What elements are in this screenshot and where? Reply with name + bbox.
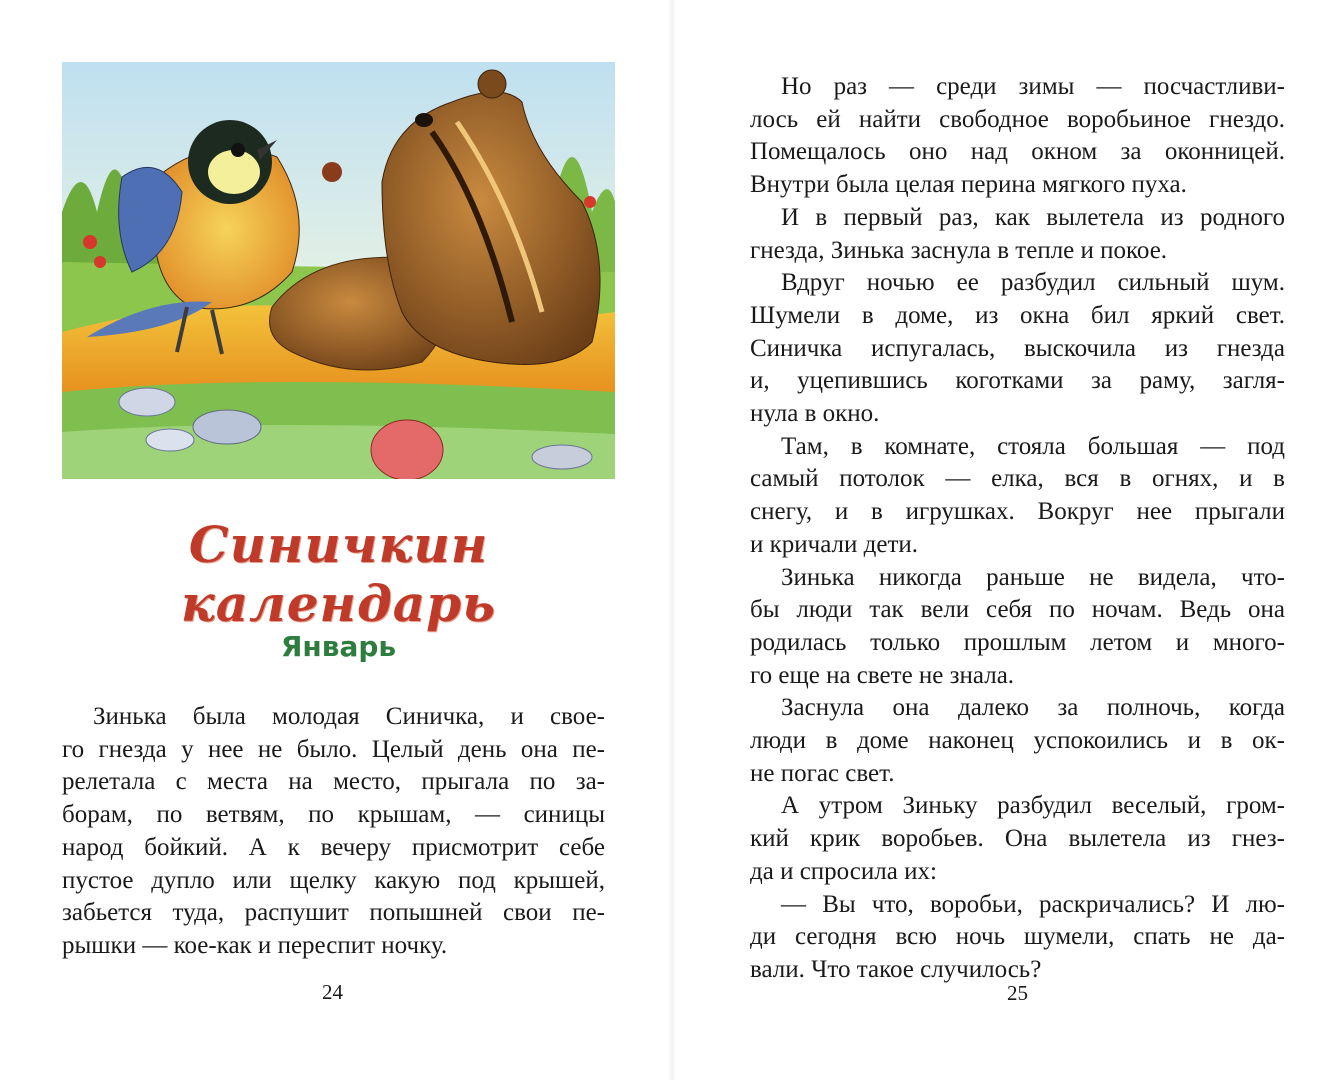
text-line: родилась только прошлым летом и много- xyxy=(750,628,1285,656)
text-line: Вдруг ночью ее разбудил сильный шум. xyxy=(781,269,1285,297)
text-line: пустое дупло или щелку какую под крышей, xyxy=(62,866,605,894)
text-line: кий крик воробьев. Она вылетела из гнез- xyxy=(750,825,1285,853)
text-line: рышки — кое-как и переспит ночку. xyxy=(62,931,448,959)
text-line: самый потолок — елка, вся в огнях, и в xyxy=(750,465,1285,493)
text-line: народ бойкий. А к вечеру присмотрит себе xyxy=(62,833,605,861)
text-line: — Вы что, воробьи, раскричались? И лю- xyxy=(781,890,1285,918)
text-line: нула в окно. xyxy=(750,400,880,428)
text-line: го еще на свете не знала. xyxy=(750,661,1015,689)
left-body-text xyxy=(62,701,605,963)
text-line: гнезда, Зинька заснула в тепле и покое. xyxy=(750,236,1168,264)
text-line: лось ей найти свободное воробьиное гнездо. xyxy=(750,105,1285,133)
text-line: И в первый раз, как вылетела из родного xyxy=(781,203,1285,231)
chapter-heading: Январь xyxy=(280,630,397,663)
text-line: Там, в комнате, стояла большая — под xyxy=(781,432,1285,460)
story-title: Синичкин календарь xyxy=(180,515,497,633)
text-line: люди в доме наконец успокоились и в ок- xyxy=(750,727,1285,755)
text-line: ди сегодня всю ночь шумели, спать не да- xyxy=(750,923,1285,951)
text-line: Помещалось оно над окном за оконницей. xyxy=(750,138,1285,166)
text-line: бы люди так вели себя по ночам. Ведь она xyxy=(750,596,1285,624)
page-number: 25 xyxy=(1007,981,1028,1005)
text-line: Но раз — среди зимы — посчастливи- xyxy=(781,73,1285,100)
text-line: А утром Зиньку разбудил веселый, гром- xyxy=(781,792,1285,820)
text-line: Синичка испугалась, выскочила из гнезда xyxy=(750,334,1285,362)
text-line: релетала с места на место, прыгала по за- xyxy=(62,768,605,796)
text-line: Зинька была молодая Синичка, и свое- xyxy=(93,703,605,730)
titmouse-and-chipmunk-illustration xyxy=(62,62,615,479)
right-body-text xyxy=(750,71,1285,987)
text-line: борам, по ветвям, по крышам, — синицы xyxy=(62,801,605,829)
text-line: Заснула она далеко за полночь, когда xyxy=(781,694,1285,722)
text-line: не погас свет. xyxy=(750,759,895,787)
text-line: да и спросила их: xyxy=(750,857,937,885)
text-line: и, уцепившись коготками за раму, загля- xyxy=(750,367,1285,395)
text-line: го гнезда у нее не было. Целый день она пе- xyxy=(62,735,605,763)
text-line: Внутри была целая перина мягкого пуха. xyxy=(750,171,1187,199)
text-line: и кричали дети. xyxy=(750,530,919,558)
text-line: вали. Что такое случилось? xyxy=(750,955,1042,983)
text-line: Зинька никогда раньше не видела, что- xyxy=(781,563,1285,591)
text-line: снегу, и в игрушках. Вокруг нее прыгали xyxy=(750,498,1285,526)
text-line: Шумели в доме, из окна бил яркий свет. xyxy=(750,301,1285,329)
text-line: забьется туда, распушит попышней свои пе- xyxy=(62,899,605,927)
page-number: 24 xyxy=(322,980,343,1004)
